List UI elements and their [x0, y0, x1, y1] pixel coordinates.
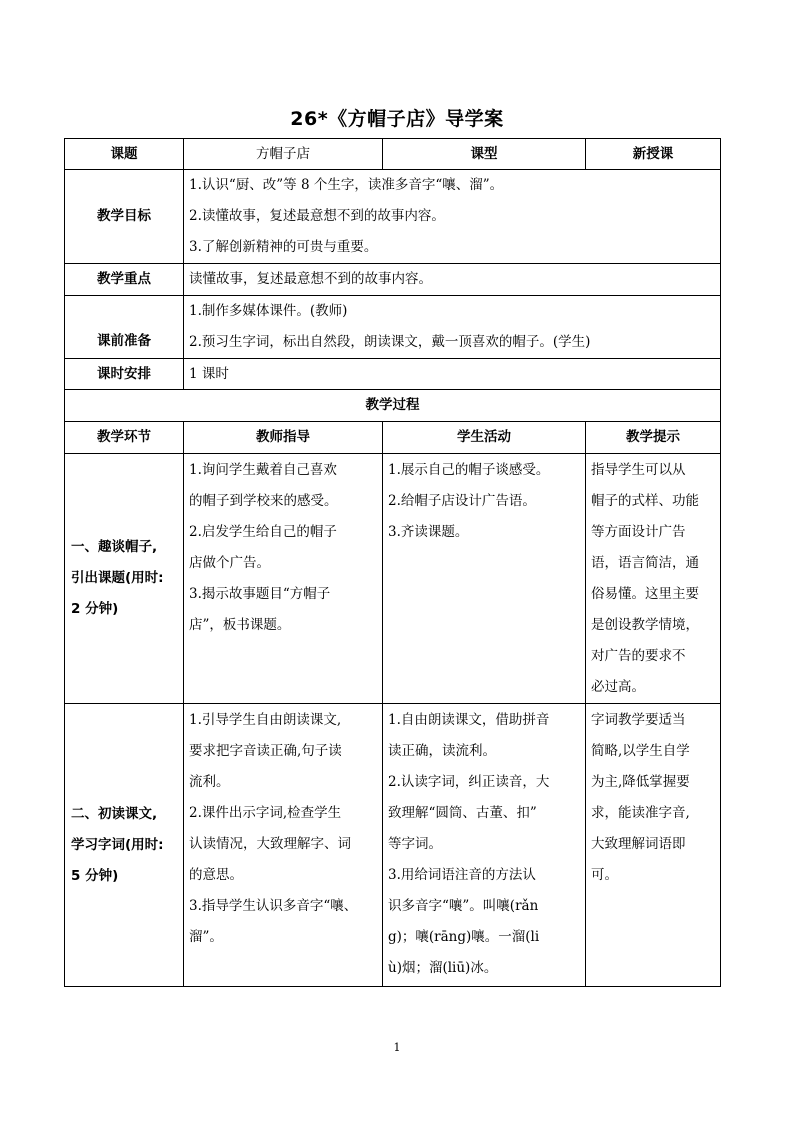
- text-line: 大致理解词语即: [591, 836, 686, 852]
- text-line: 致理解“圆筒、古董、扣”: [388, 805, 537, 821]
- tip-cell: [586, 704, 721, 987]
- text-line: 必过高。: [591, 679, 645, 695]
- goal-item: 2.读懂故事，复述最意想不到的故事内容。: [189, 208, 445, 224]
- text-line: 2.认读字词，纠正读音，大: [388, 774, 550, 790]
- text-line: 店做个广告。: [189, 555, 270, 571]
- student-cell: [383, 454, 586, 704]
- time-label: 课时安排: [65, 359, 184, 390]
- text-line: 对广告的要求不: [591, 648, 686, 664]
- header-teacher: 教师指导: [184, 422, 383, 454]
- text-line: 帽子的式样、功能: [591, 493, 699, 509]
- text-line: 俗易懂。这里主要: [591, 586, 699, 602]
- header-stage: 教学环节: [65, 422, 184, 454]
- stage-line: 学习字词(用时:: [71, 836, 164, 853]
- goal-item: 3.了解创新精神的可贵与重要。: [189, 239, 378, 255]
- text-line: 1.引导学生自由朗读课文,: [189, 712, 342, 728]
- text-line: 可。: [591, 867, 618, 883]
- teacher-cell: [184, 704, 383, 987]
- stage-line: 一、趣谈帽子,: [71, 539, 158, 555]
- text-line: 为主,降低掌握要: [591, 774, 690, 790]
- tip-cell: [586, 454, 721, 704]
- stage-line: 5 分钟): [71, 867, 119, 884]
- text-line: 3.用给词语注音的方法认: [388, 867, 536, 883]
- text-line: 要求把字音读正确,句子读: [189, 743, 342, 759]
- text-line: 识多音字“嚷”。叫嚷(rǎn: [388, 898, 539, 914]
- text-line: 求，能读准字音,: [591, 805, 690, 821]
- stage-line: 二、初读课文,: [71, 805, 158, 822]
- stage-cell: [65, 454, 184, 704]
- lesson-plan-table: [64, 138, 721, 987]
- text-line: 1.展示自己的帽子谈感受。: [388, 462, 550, 478]
- process-row: [65, 454, 721, 704]
- text-line: 3.指导学生认识多音字“嚷、: [189, 898, 358, 914]
- topic-label: 课题: [65, 139, 184, 170]
- student-cell: [383, 704, 586, 987]
- type-label: 课型: [383, 139, 586, 170]
- process-section-title: 教学过程: [65, 390, 721, 422]
- text-line: 2.课件出示字词,检查学生: [189, 805, 342, 821]
- text-line: 的意思。: [189, 867, 243, 883]
- text-line: 3.揭示故事题目“方帽子: [189, 586, 331, 602]
- text-line: 2.启发学生给自己的帽子: [189, 524, 337, 540]
- process-row: [65, 704, 721, 987]
- topic-row: [65, 139, 721, 170]
- goal-item: 1.认识“厨、改”等 8 个生字，读准多音字“嚷、溜”。: [189, 177, 504, 193]
- text-line: g)；嚷(rāng)嚷。一溜(li: [388, 929, 540, 945]
- header-student: 学生活动: [383, 422, 586, 454]
- goals-row: [65, 170, 721, 264]
- stage-line: 引出课题(用时:: [71, 570, 164, 586]
- prep-content: [184, 296, 721, 359]
- topic-value: 方帽子店: [184, 139, 383, 170]
- time-row: [65, 359, 721, 390]
- goals-content: [184, 170, 721, 264]
- stage-line: 2 分钟): [71, 601, 119, 617]
- text-line: 店”，板书课题。: [189, 617, 291, 633]
- text-line: 2.给帽子店设计广告语。: [388, 493, 536, 509]
- focus-value: 读懂故事，复述最意想不到的故事内容。: [184, 264, 721, 296]
- time-value: 1 课时: [184, 359, 721, 390]
- type-value: 新授课: [586, 139, 721, 170]
- text-line: 的帽子到学校来的感受。: [189, 493, 338, 509]
- text-line: 字词教学要适当: [591, 712, 686, 728]
- text-line: 语，语言简洁，通: [591, 555, 699, 571]
- process-header-row: [65, 422, 721, 454]
- text-line: 认读情况，大致理解字、词: [189, 836, 351, 852]
- text-line: ù)烟；溜(liū)冰。: [388, 960, 498, 976]
- prep-row: [65, 296, 721, 359]
- text-line: 1.询问学生戴着自己喜欢: [189, 462, 337, 478]
- text-line: 3.齐读课题。: [388, 524, 469, 540]
- teacher-cell: [184, 454, 383, 704]
- focus-row: [65, 264, 721, 296]
- header-tip: 教学提示: [586, 422, 721, 454]
- focus-label: 教学重点: [65, 264, 184, 296]
- text-line: 流利。: [189, 774, 230, 790]
- text-line: 等方面设计广告: [591, 524, 686, 540]
- prep-item: 1.制作多媒体课件。(教师): [189, 303, 348, 319]
- page-number: 1: [393, 1041, 401, 1054]
- text-line: 读正确，读流利。: [388, 743, 496, 759]
- process-title-row: [65, 390, 721, 422]
- prep-item: 2.预习生字词，标出自然段，朗读课文，戴一顶喜欢的帽子。(学生): [189, 334, 591, 350]
- text-line: 等字词。: [388, 836, 442, 852]
- document-title: 26*《方帽子店》导学案: [290, 108, 504, 130]
- text-line: 指导学生可以从: [591, 462, 686, 478]
- goals-label: 教学目标: [65, 170, 184, 264]
- text-line: 溜”。: [189, 929, 223, 945]
- text-line: 1.自由朗读课文，借助拼音: [388, 712, 550, 728]
- text-line: 简略,以学生自学: [591, 743, 690, 759]
- text-line: 是创设教学情境，: [591, 617, 699, 633]
- prep-label: 课前准备: [65, 296, 184, 359]
- stage-cell: [65, 704, 184, 987]
